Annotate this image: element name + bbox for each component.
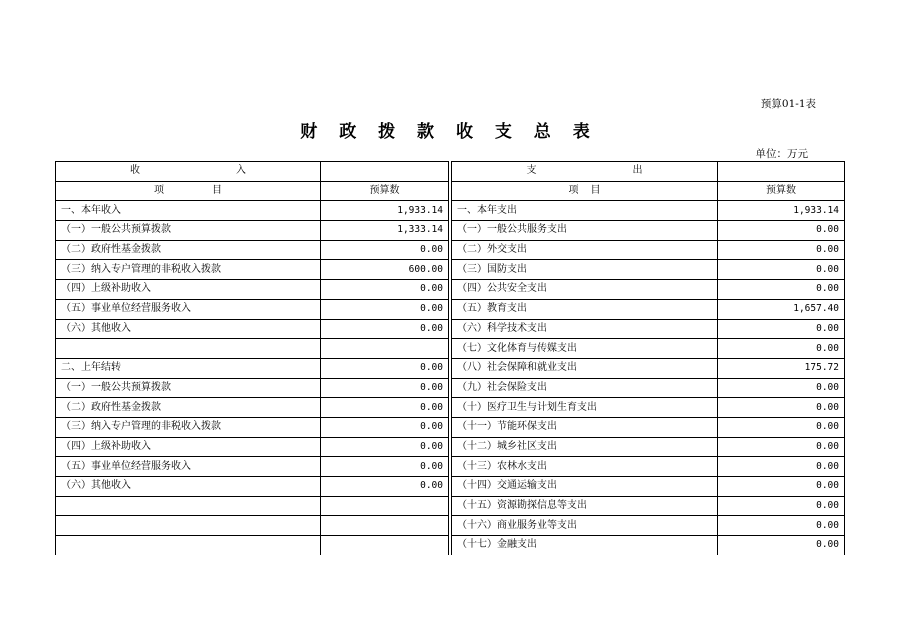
income-amount-cell [321, 516, 449, 536]
expense-item-cell: （十六）商业服务业等支出 [452, 516, 718, 536]
income-amount-cell: 0.00 [321, 437, 449, 457]
form-number: 预算01-1表 [760, 98, 816, 110]
income-amount-cell: 0.00 [321, 378, 449, 398]
income-item-cell: （六）其他收入 [56, 477, 321, 497]
income-amount-cell: 0.00 [321, 319, 449, 339]
income-item-cell: （二）政府性基金拨款 [56, 240, 321, 260]
expense-amount-cell: 0.00 [718, 496, 845, 516]
expense-amount-header: 预算数 [718, 181, 845, 201]
table-row [56, 496, 845, 516]
table-row [56, 457, 845, 477]
income-amount-cell [321, 339, 449, 359]
income-amount-cell: 0.00 [321, 299, 449, 319]
expense-amount-cell: 1,657.40 [718, 299, 845, 319]
expense-item-cell: （十七）金融支出 [452, 536, 718, 555]
income-item-cell: （三）纳入专户管理的非税收入拨款 [56, 260, 321, 280]
income-item-cell: （二）政府性基金拨款 [56, 398, 321, 418]
table-row [56, 378, 845, 398]
income-item-header-char-2: 目 [212, 185, 222, 197]
expense-amount-cell: 0.00 [718, 378, 845, 398]
expense-item-cell: （五）教育支出 [452, 299, 718, 319]
income-item-cell [56, 516, 321, 536]
expense-amount-cell: 175.72 [718, 358, 845, 378]
expense-amount-cell: 0.00 [718, 398, 845, 418]
expense-item-cell: （二）外交支出 [452, 240, 718, 260]
income-amount-cell: 0.00 [321, 457, 449, 477]
expense-item-header-char-1: 项 [568, 185, 579, 197]
expense-amount-cell: 0.00 [718, 457, 845, 477]
income-item-cell [56, 339, 321, 359]
expense-item-cell: （十五）资源勘探信息等支出 [452, 496, 718, 516]
expense-item-cell: （十一）节能环保支出 [452, 417, 718, 437]
income-item-cell [56, 496, 321, 516]
income-item-cell: （五）事业单位经营服务收入 [56, 457, 321, 477]
table-row [56, 477, 845, 497]
income-header-char-2: 入 [236, 165, 246, 177]
expense-item-cell: （十四）交通运输支出 [452, 477, 718, 497]
income-item-cell [56, 536, 321, 555]
expense-amount-cell: 0.00 [718, 516, 845, 536]
table-row [56, 437, 845, 457]
income-item-cell: （一）一般公共预算拨款 [56, 221, 321, 241]
income-amount-cell: 0.00 [321, 240, 449, 260]
expense-amount-cell: 0.00 [718, 240, 845, 260]
section-header-row [56, 162, 845, 182]
table-row [56, 516, 845, 536]
table-row [56, 536, 845, 555]
income-item-cell: （六）其他收入 [56, 319, 321, 339]
income-amount-cell [321, 536, 449, 555]
table-row [56, 280, 845, 300]
table-row [56, 398, 845, 418]
income-amount-cell [321, 496, 449, 516]
expense-item-cell: （十）医疗卫生与计划生育支出 [452, 398, 718, 418]
expense-amount-cell: 0.00 [718, 536, 845, 555]
table-row [56, 417, 845, 437]
income-amount-cell: 1,933.14 [321, 201, 449, 221]
income-amount-cell: 0.00 [321, 417, 449, 437]
expense-item-cell: （七）文化体育与传媒支出 [452, 339, 718, 359]
expense-amount-cell: 0.00 [718, 417, 845, 437]
table-row [56, 221, 845, 241]
expense-header-char-2: 出 [632, 165, 643, 177]
income-item-cell: （四）上级补助收入 [56, 437, 321, 457]
expense-item-cell: （六）科学技术支出 [452, 319, 718, 339]
income-item-cell: （一）一般公共预算拨款 [56, 378, 321, 398]
income-amount-cell: 0.00 [321, 280, 449, 300]
expense-item-cell: （三）国防支出 [452, 260, 718, 280]
expense-item-cell: （一）一般公共服务支出 [452, 221, 718, 241]
income-item-cell: （四）上级补助收入 [56, 280, 321, 300]
income-item-cell: （五）事业单位经营服务收入 [56, 299, 321, 319]
income-section-header [56, 162, 321, 182]
income-amount-cell: 0.00 [321, 398, 449, 418]
expense-amount-cell: 0.00 [718, 221, 845, 241]
expense-header-char-1: 支 [526, 165, 537, 177]
income-item-cell: （三）纳入专户管理的非税收入拨款 [56, 417, 321, 437]
expense-item-header [452, 181, 718, 201]
expense-item-cell: （十二）城乡社区支出 [452, 437, 718, 457]
table-row [56, 319, 845, 339]
income-item-cell: 二、上年结转 [56, 358, 321, 378]
income-amount-cell: 0.00 [321, 358, 449, 378]
table-row [56, 240, 845, 260]
expense-amount-cell: 0.00 [718, 280, 845, 300]
expense-amount-cell: 0.00 [718, 260, 845, 280]
expense-item-header-char-2: 目 [590, 185, 601, 197]
income-item-cell: 一、本年收入 [56, 201, 321, 221]
table-row [56, 201, 845, 221]
column-header-row [56, 181, 845, 201]
table-row [56, 358, 845, 378]
income-amount-cell: 1,333.14 [321, 221, 449, 241]
income-section-header-blank [321, 162, 449, 182]
expense-amount-cell: 1,933.14 [718, 201, 845, 221]
income-item-header [56, 181, 321, 201]
expense-item-cell: （九）社会保险支出 [452, 378, 718, 398]
expense-amount-cell: 0.00 [718, 477, 845, 497]
income-amount-cell: 600.00 [321, 260, 449, 280]
table-row [56, 299, 845, 319]
expense-amount-cell: 0.00 [718, 437, 845, 457]
page-title: 财 政 拨 款 收 支 总 表 [300, 122, 598, 142]
unit-label: 单位：万元 [755, 148, 808, 160]
table-row [56, 339, 845, 359]
expense-item-cell: （八）社会保障和就业支出 [452, 358, 718, 378]
fiscal-budget-table [55, 161, 845, 555]
expense-item-cell: （十三）农林水支出 [452, 457, 718, 477]
income-header-char-1: 收 [130, 165, 140, 177]
expense-section-header [452, 162, 718, 182]
expense-amount-cell: 0.00 [718, 339, 845, 359]
expense-amount-cell: 0.00 [718, 319, 845, 339]
income-amount-cell: 0.00 [321, 477, 449, 497]
income-item-header-char-1: 项 [154, 185, 164, 197]
income-amount-header: 预算数 [321, 181, 449, 201]
expense-item-cell: 一、本年支出 [452, 201, 718, 221]
table-row [56, 260, 845, 280]
expense-item-cell: （四）公共安全支出 [452, 280, 718, 300]
expense-section-header-blank [718, 162, 845, 182]
